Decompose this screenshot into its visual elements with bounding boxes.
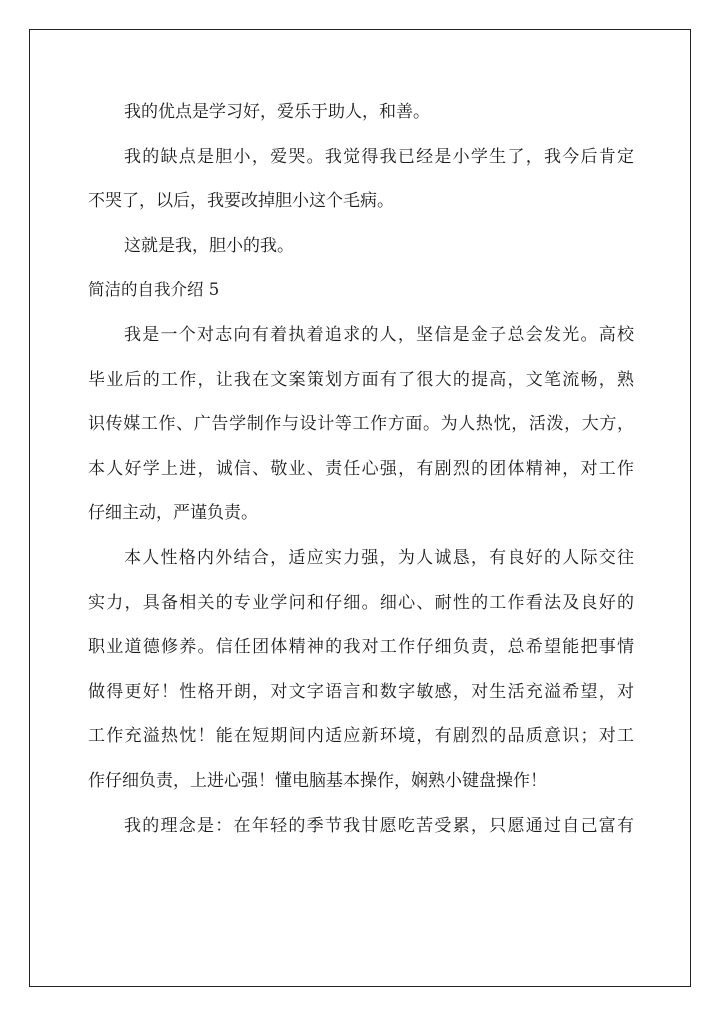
paragraph-line: 做得更好！性格开朗，对文字语言和数字敏感，对生活充溢希望，对 [88,681,634,702]
section-heading: 简洁的自我介绍 5 [88,280,220,300]
paragraph-line: 仔细主动，严谨负责。 [88,503,258,524]
paragraph-line: 本人好学上进，诚信、敬业、责任心强，有剧烈的团体精神，对工作 [88,458,634,479]
paragraph-line: 我是一个对志向有着执着追求的人，坚信是金子总会发光。高校 [124,324,634,345]
paragraph-line: 工作充溢热忱！能在短期间内适应新环境，有剧烈的品质意识；对工 [88,726,634,747]
paragraph-line: 我的优点是学习好，爱乐于助人，和善。 [124,102,430,122]
paragraph-line: 毕业后的工作，让我在文案策划方面有了很大的提高，文笔流畅，熟 [88,369,634,390]
paragraph-line: 不哭了，以后，我要改掉胆小这个毛病。 [88,191,394,212]
paragraph-line: 我的缺点是胆小，爱哭。我觉得我已经是小学生了，我今后肯定 [124,146,634,167]
paragraph-line: 本人性格内外结合，适应实力强，为人诚恳，有良好的人际交往 [124,547,634,568]
paragraph-line: 实力，具备相关的专业学问和仔细。细心、耐性的工作看法及良好的 [88,592,634,613]
paragraph-line: 这就是我，胆小的我。 [124,235,294,256]
document-body [88,90,634,848]
paragraph-line: 职业道德修养。信任团体精神的我对工作仔细负责，总希望能把事情 [88,637,634,658]
paragraph-line: 作仔细负责，上进心强！懂电脑基本操作，娴熟小键盘操作！ [88,770,547,791]
paragraph-line: 识传媒工作、广告学制作与设计等工作方面。为人热忱，活泼，大方， [88,414,634,435]
paragraph-line: 我的理念是：在年轻的季节我甘愿吃苦受累，只愿通过自己富有 [124,815,634,836]
